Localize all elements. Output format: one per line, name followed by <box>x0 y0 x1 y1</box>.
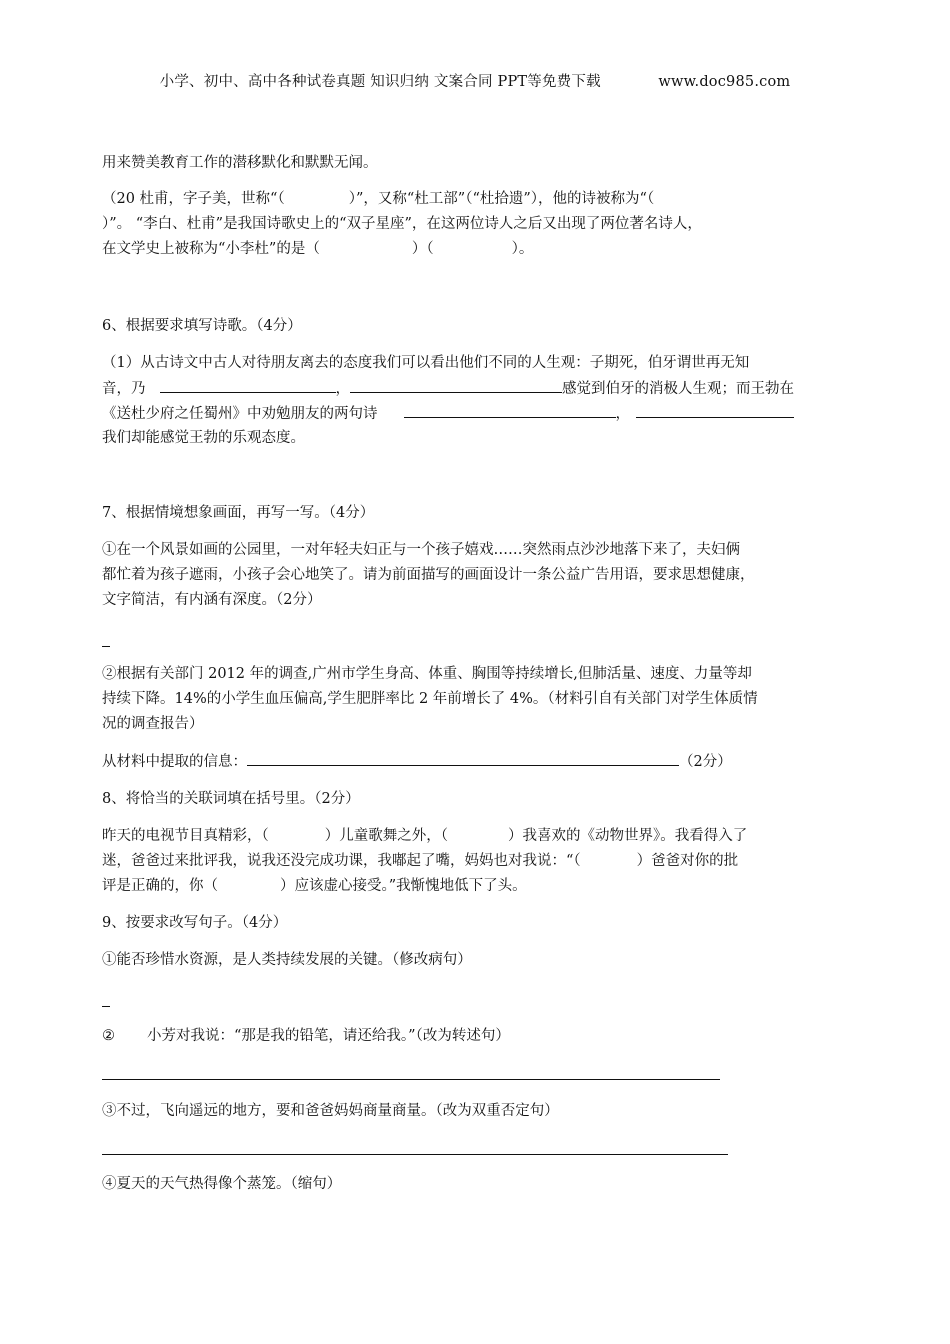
q9-item-3: ③不过，飞向遥远的地方，要和爸爸妈妈商量商量。（改为双重否定句） <box>102 1103 559 1119</box>
q6-line-4: 我们却能感觉王勃的乐观态度。 <box>102 430 305 446</box>
q7-p2-line-1: ②根据有关部门 2012 年的调查,广州市学生身高、体重、胸围等持续增长,但肺活量、速度、力量等却 <box>102 666 752 682</box>
q6-line-1: （1）从古诗文中古人对待朋友离去的态度我们可以看出他们不同的人生观：子期死，伯牙谓世再无知 <box>102 355 750 371</box>
q20-line-2: ）”。 “李白、杜甫”是我国诗歌史上的“双子星座”，在这两位诗人之后又出现了两位著名诗人， <box>102 216 702 232</box>
q8-line-1: 昨天的电视节目真精彩，（ ）儿童歌舞之外，（ ）我喜欢的《动物世界》。我看得入了 <box>102 828 748 844</box>
q7-extract-line: 从材料中提取的信息： （2分） <box>102 749 852 775</box>
q9-answer-line-3[interactable] <box>102 1154 728 1155</box>
q6-blank-3[interactable] <box>404 401 616 418</box>
q9-item-4: ④夏天的天气热得像个蒸笼。（缩句） <box>102 1176 342 1192</box>
q6-blank-2[interactable] <box>350 376 562 393</box>
q20-line-3: 在文学史上被称为“小李杜”的是（ ）（ ）。 <box>102 241 534 257</box>
q7-p1-line-2: 都忙着为孩子遮雨，小孩子会心地笑了。请为前面描写的画面设计一条公益广告用语，要求思想健康， <box>102 567 755 583</box>
header-text: 小学、初中、高中各种试卷真题 知识归纳 文案合同 PPT等免费下载 <box>159 74 601 90</box>
q8-title: 8、将恰当的关联词填在括号里。（2分） <box>102 791 360 807</box>
q9-title: 9、按要求改写句子。（4分） <box>102 915 288 931</box>
q6-blank-1[interactable] <box>160 376 336 393</box>
q6-line-2: 音，乃 ， 感觉到伯牙的消极人生观；而王勃在 <box>102 376 852 402</box>
q20-line-1: （20 杜甫，字子美，世称“（ ）”，又称“杜工部”（“杜拾遗”），他的诗被称为“（ <box>102 191 655 207</box>
q7-p2-line-2: 持续下降。14%的小学生血压偏高,学生肥胖率比 2 年前增长了 4%。（材料引自有关部门对学生体质情 <box>102 691 758 707</box>
q6-title: 6、根据要求填写诗歌。（4分） <box>102 318 302 334</box>
q6-blank-4[interactable] <box>636 401 794 418</box>
page-header <box>0 70 950 91</box>
q7-p2-line-3: 况的调查报告） <box>102 716 204 732</box>
q9-answer-line-1[interactable] <box>102 1006 110 1007</box>
q8-line-3: 评是正确的，你（ ）应该虚心接受。”我惭愧地低下了头。 <box>102 878 527 894</box>
header-site: www.doc985.com <box>658 74 791 90</box>
q6-line-3: 《送杜少府之任蜀州》中劝勉朋友的两句诗 ， <box>102 401 852 427</box>
q9-item-1: ①能否珍惜水资源，是人类持续发展的关键。（修改病句） <box>102 952 472 968</box>
q7-p1-line-1: ①在一个风景如画的公园里，一对年轻夫妇正与一个孩子嬉戏……突然雨点沙沙地落下来了，夫妇俩 <box>102 542 740 558</box>
q7-title: 7、根据情境想象画面，再写一写。（4分） <box>102 505 375 521</box>
q9-answer-line-2[interactable] <box>102 1079 720 1080</box>
q7-extract-blank[interactable] <box>247 749 679 766</box>
q7-p1-line-3: 文字简洁，有内涵有深度。（2分） <box>102 592 322 608</box>
q9-item-2: ② 小芳对我说：“那是我的铅笔，请还给我。”（改为转述句） <box>102 1028 510 1044</box>
q7-answer-line-1[interactable] <box>102 646 110 647</box>
intro-line: 用来赞美教育工作的潜移默化和默默无闻。 <box>102 155 378 171</box>
q8-line-2: 迷，爸爸过来批评我，说我还没完成功课，我嘟起了嘴，妈妈也对我说：“（ ）爸爸对你的批 <box>102 853 739 869</box>
